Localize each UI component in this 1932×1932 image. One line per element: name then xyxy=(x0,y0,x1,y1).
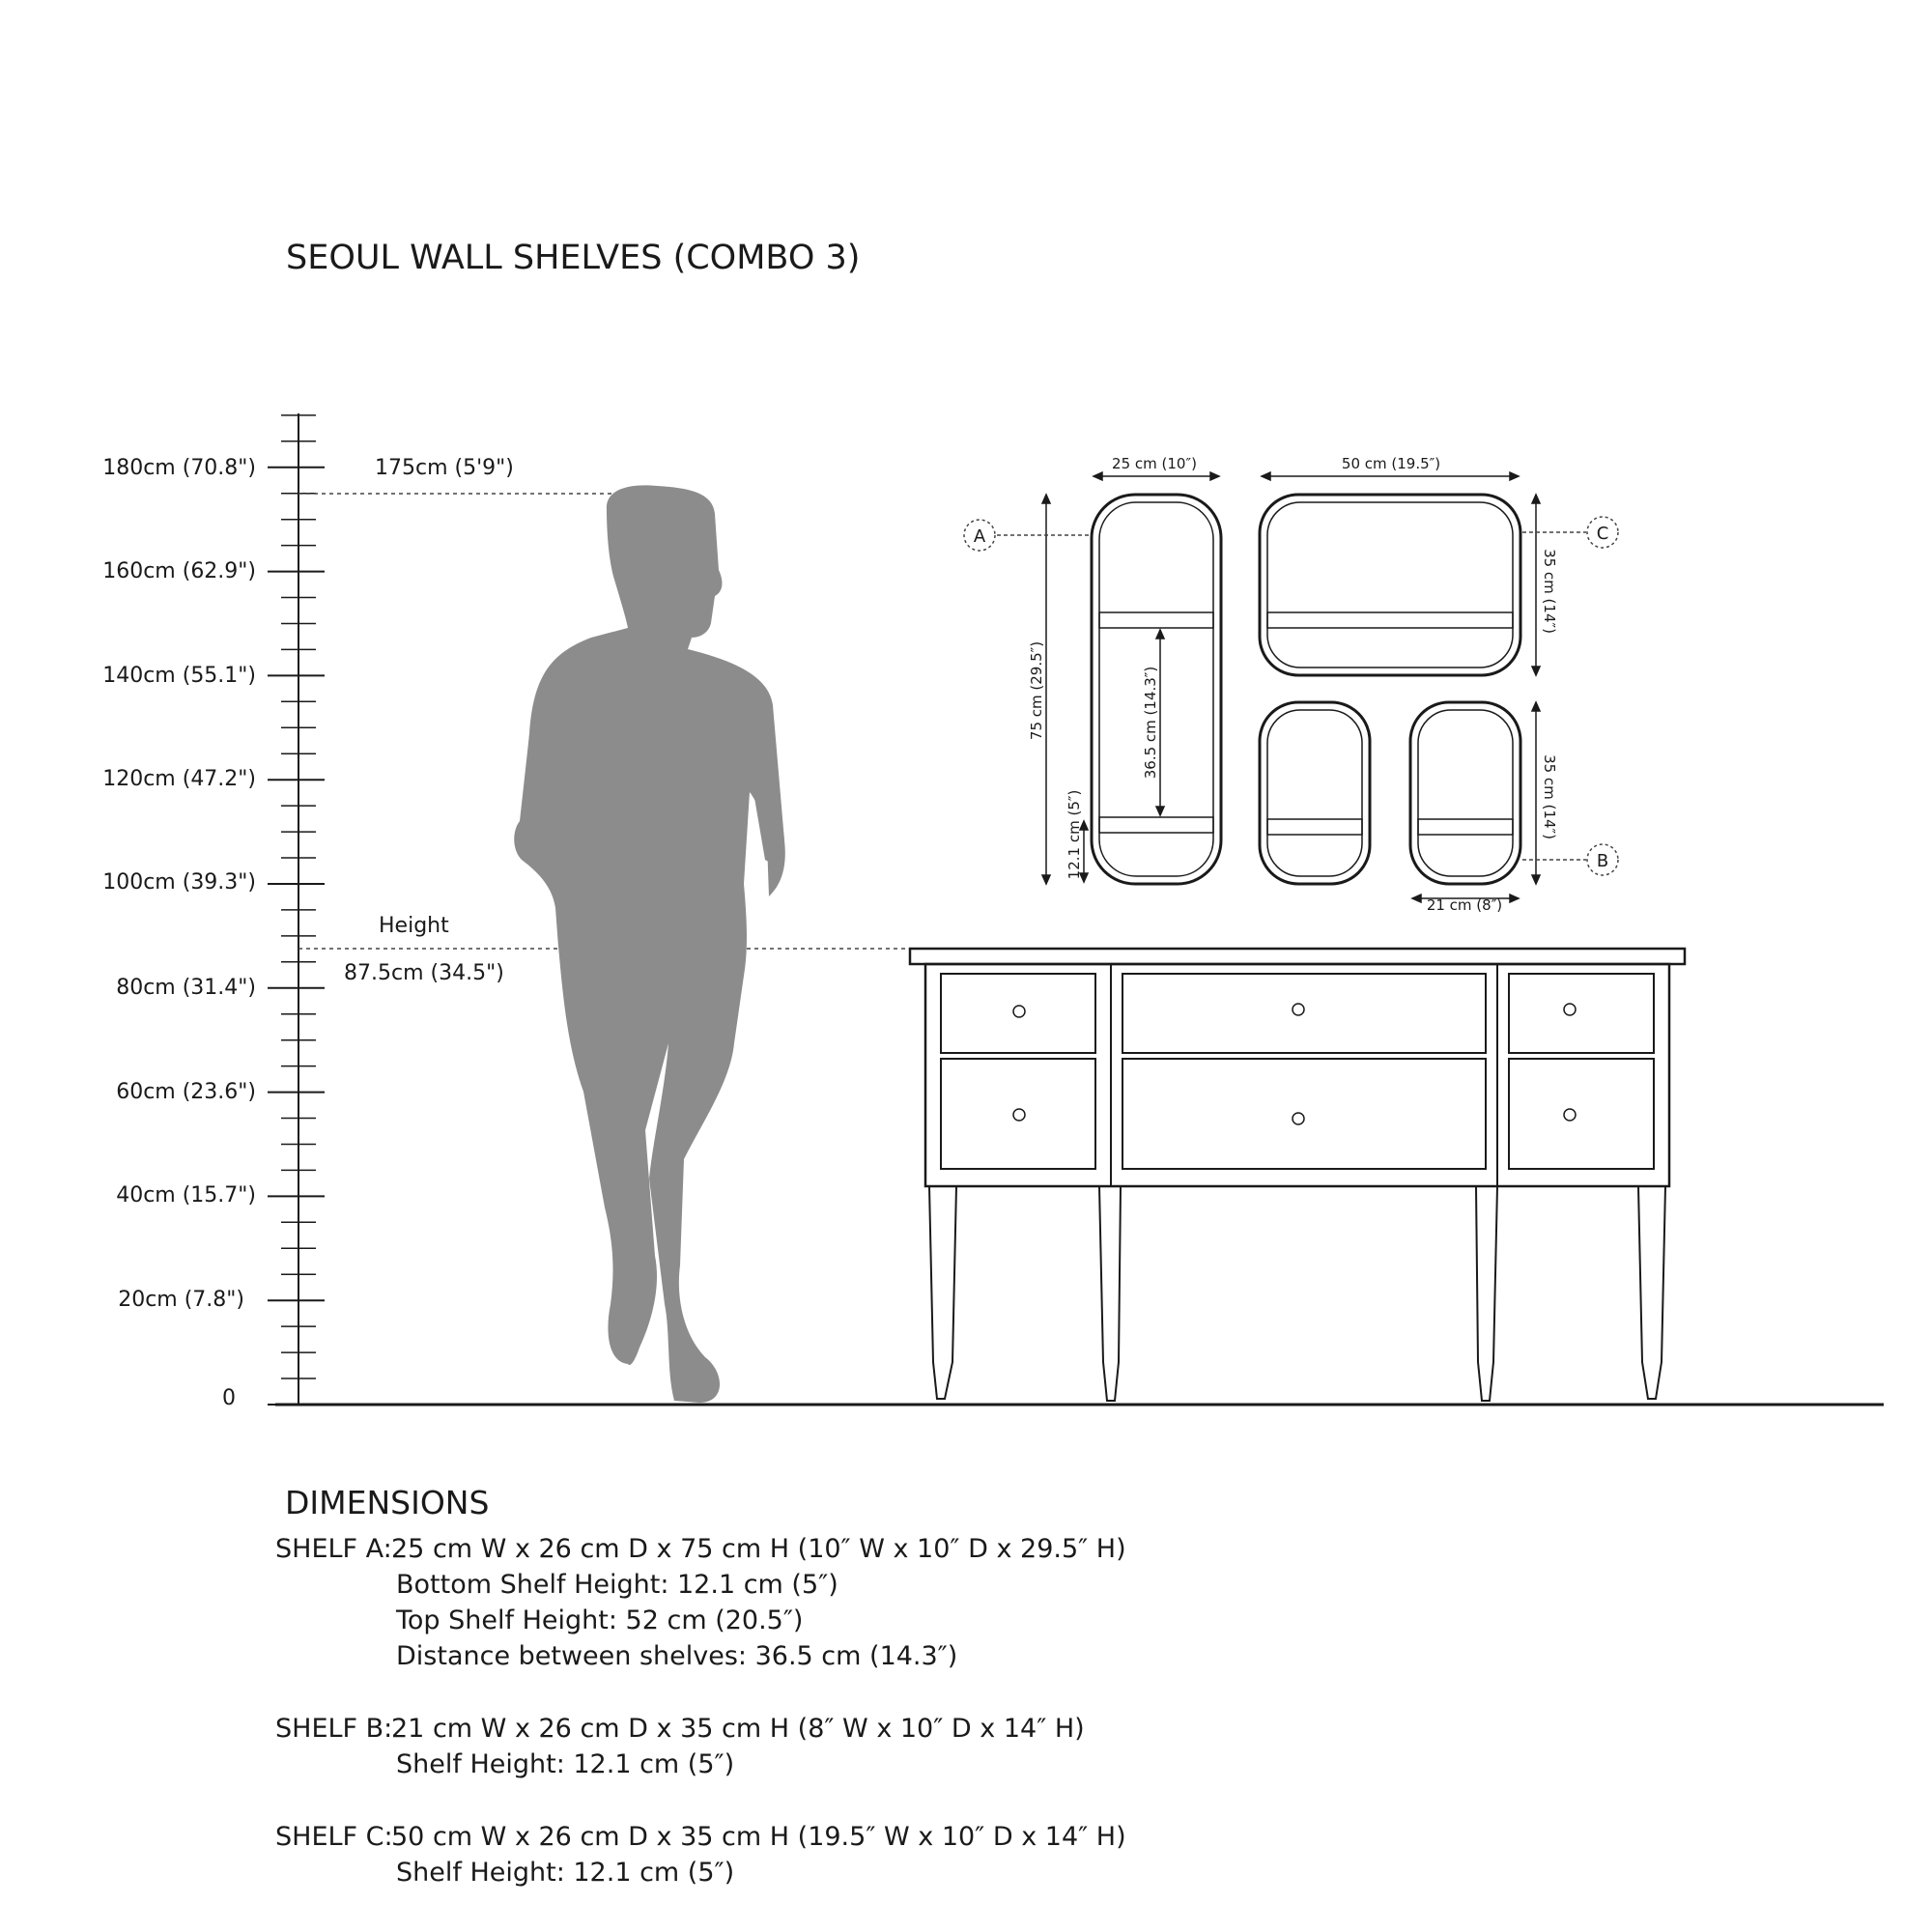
console-body xyxy=(925,964,1669,1186)
knob-top-left xyxy=(1013,1006,1025,1017)
leg-3 xyxy=(1476,1186,1497,1401)
tag-b xyxy=(1522,844,1618,875)
drawer-top-center xyxy=(1122,974,1486,1053)
wall-shelves xyxy=(964,455,1618,914)
spec-shelf-a-distance: Distance between shelves: 36.5 cm (14.3″) xyxy=(396,1641,958,1671)
shelf-b-right xyxy=(1410,702,1520,884)
dim-b-height-label: 35 cm (14″) xyxy=(1541,754,1558,839)
shelf-b-right-shelf xyxy=(1418,819,1513,835)
spec-shelf-c-height: Shelf Height: 12.1 cm (5″) xyxy=(396,1858,735,1888)
scale-label-80: 80cm (31.4") xyxy=(116,976,256,1000)
shelf-dimensions xyxy=(1042,472,1540,902)
scale-label-100: 100cm (39.3") xyxy=(102,870,256,895)
dim-a-width-label: 25 cm (10″) xyxy=(1112,455,1197,472)
shelf-b-right-frame xyxy=(1410,702,1520,884)
shelf-b-left-shelf xyxy=(1267,819,1362,835)
shelf-b-left-inner-frame xyxy=(1267,710,1362,876)
knob-bottom-left xyxy=(1013,1109,1025,1121)
console-top xyxy=(910,949,1685,964)
scale-label-40: 40cm (15.7") xyxy=(116,1183,256,1208)
height-scale xyxy=(102,413,325,1410)
knob-bottom-right xyxy=(1564,1109,1576,1121)
dim-c-height-label: 35 cm (14″) xyxy=(1541,549,1558,634)
scale-label-60: 60cm (23.6") xyxy=(116,1080,256,1104)
person-silhouette xyxy=(514,485,785,1403)
tag-a-label: A xyxy=(973,526,986,547)
shelf-b-right-inner-frame xyxy=(1418,710,1513,876)
tag-c xyxy=(1522,517,1618,548)
person-height-label: 175cm (5'9") xyxy=(375,456,514,480)
leg-1 xyxy=(929,1186,956,1399)
spec-shelf-c xyxy=(275,1819,1724,1890)
spec-shelf-b-main: 21 cm W x 26 cm D x 35 cm H (8″ W x 10″ D x 14″ H) xyxy=(391,1714,1085,1744)
shelf-c-inner-frame xyxy=(1267,502,1513,668)
dim-b-width-label: 21 cm (8″) xyxy=(1426,896,1503,914)
drawer-top-left xyxy=(941,974,1095,1053)
spec-shelf-c-main: 50 cm W x 26 cm D x 35 cm H (19.5″ W x 10″ D x 14″ H) xyxy=(391,1822,1126,1852)
drawer-bottom-center xyxy=(1122,1059,1486,1169)
spec-shelf-a-main: 25 cm W x 26 cm D x 75 cm H (10″ W x 10″ D x 29.5″ H) xyxy=(391,1534,1126,1564)
scale-label-180: 180cm (70.8") xyxy=(102,456,256,480)
knob-top-right xyxy=(1564,1004,1576,1015)
console-height-title: Height xyxy=(379,914,449,938)
spec-shelf-a-bottom: Bottom Shelf Height: 12.1 cm (5″) xyxy=(396,1570,838,1600)
scale-label-120: 120cm (47.2") xyxy=(102,767,256,791)
drawer-top-right xyxy=(1509,974,1654,1053)
spec-shelf-c-label: SHELF C: xyxy=(275,1822,393,1852)
shelf-b-left xyxy=(1260,702,1370,884)
scale-ticks xyxy=(268,415,325,1405)
drawing-title: SEOUL WALL SHELVES (COMBO 3) xyxy=(286,239,861,277)
knob-bottom-center xyxy=(1293,1113,1304,1124)
drawer-bottom-right xyxy=(1509,1059,1654,1169)
scale-label-20: 20cm (7.8") xyxy=(118,1288,244,1312)
dimensions-heading: DIMENSIONS xyxy=(285,1484,490,1521)
knob-top-center xyxy=(1293,1004,1304,1015)
spec-shelf-a-label: SHELF A: xyxy=(275,1534,392,1564)
scale-label-140: 140cm (55.1") xyxy=(102,664,256,688)
shelf-b-left-frame xyxy=(1260,702,1370,884)
spec-shelf-a-top: Top Shelf Height: 52 cm (20.5″) xyxy=(396,1605,804,1635)
shelf-c-shelf xyxy=(1267,612,1513,628)
spec-shelf-b-label: SHELF B: xyxy=(275,1714,393,1744)
shelf-c-frame xyxy=(1260,495,1520,675)
spec-shelf-b xyxy=(275,1711,1724,1782)
shelf-c xyxy=(1260,495,1520,675)
tag-c-label: C xyxy=(1596,524,1609,544)
shelf-a-bottom-shelf xyxy=(1099,817,1213,833)
scale-label-0: 0 xyxy=(222,1386,236,1410)
spec-shelf-a xyxy=(275,1531,1724,1674)
tag-a xyxy=(964,520,1090,551)
console-height-value: 87.5cm (34.5") xyxy=(344,961,504,985)
scale-label-160: 160cm (62.9") xyxy=(102,559,256,583)
drawer-bottom-left xyxy=(941,1059,1095,1169)
dim-a-bottom-label: 12.1 cm (5″) xyxy=(1065,789,1083,880)
dim-a-height-label: 75 cm (29.5″) xyxy=(1028,640,1045,741)
leg-2 xyxy=(1099,1186,1121,1401)
dim-c-width-label: 50 cm (19.5″) xyxy=(1341,455,1441,472)
dim-a-gap-label: 36.5 cm (14.3″) xyxy=(1142,666,1159,780)
spec-shelf-b-height: Shelf Height: 12.1 cm (5″) xyxy=(396,1749,735,1779)
console-table xyxy=(910,949,1685,1401)
shelf-a-top-shelf xyxy=(1099,612,1213,628)
leg-4 xyxy=(1638,1186,1665,1399)
scale-labels xyxy=(102,456,256,1410)
dimensions-block xyxy=(275,1484,1724,1927)
tag-b-label: B xyxy=(1596,851,1609,871)
